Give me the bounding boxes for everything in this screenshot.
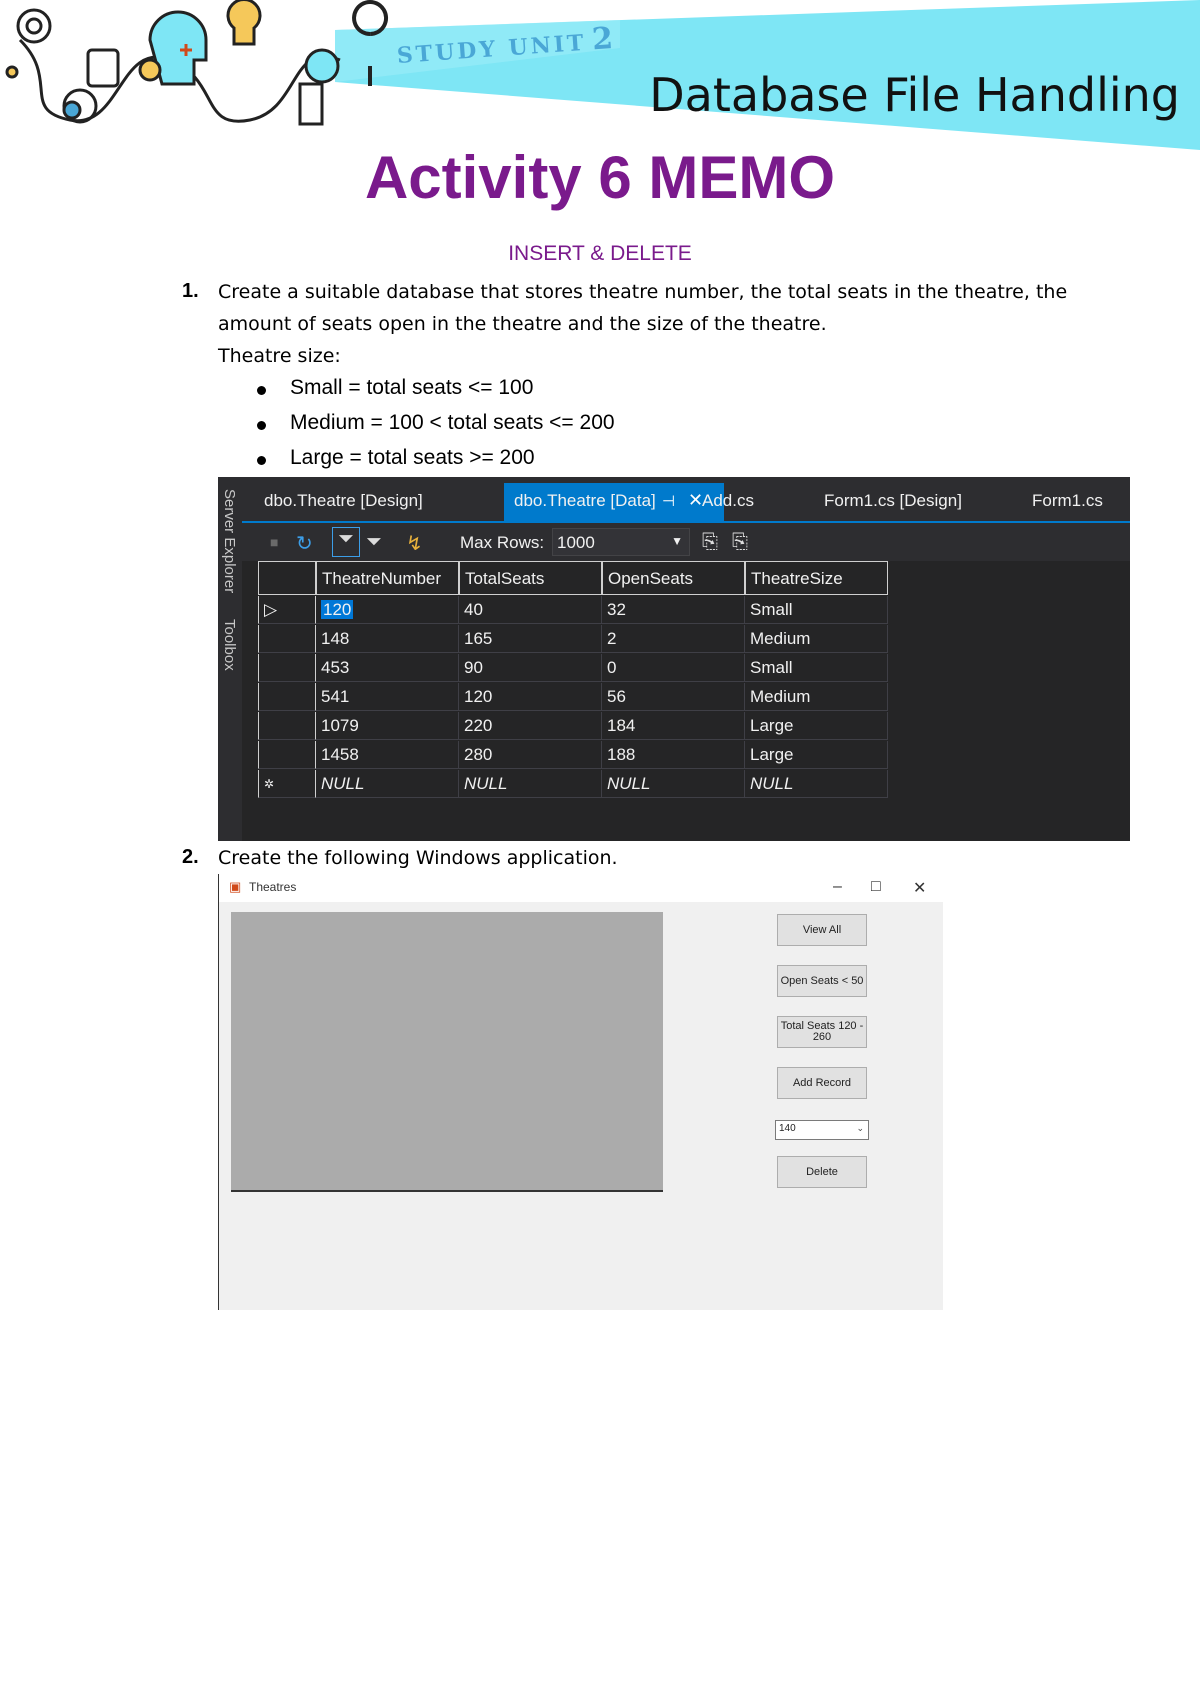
page-subtitle: INSERT & DELETE [508, 242, 692, 265]
study-unit-number: 2 [590, 20, 618, 58]
current-row-icon[interactable]: ▷ [258, 596, 316, 624]
bullet-dot [257, 456, 266, 465]
bullet-dot [257, 421, 266, 430]
banner-title: Database File Handling [649, 68, 1180, 122]
chevron-down-icon: ▼ [671, 534, 683, 548]
table-cell[interactable] [602, 683, 745, 711]
row-header[interactable] [258, 712, 316, 740]
row-header[interactable] [258, 683, 316, 711]
table-cell[interactable] [745, 741, 888, 769]
column-header-openseats[interactable]: OpenSeats [602, 561, 745, 595]
cell-value: 541 [321, 687, 350, 706]
tab-form1-cs[interactable]: Form1.cs [1032, 491, 1103, 510]
cell-value: 40 [464, 600, 483, 619]
script-icon[interactable]: ↯ [406, 533, 423, 555]
row-header[interactable] [258, 625, 316, 653]
cell-value: Medium [750, 687, 811, 706]
table-cell[interactable] [316, 625, 459, 653]
cell-value: Small [750, 658, 793, 677]
editor-tab-bar [242, 477, 1130, 523]
data-toolbar [242, 523, 1130, 561]
table-cell[interactable] [459, 741, 602, 769]
max-rows-label: Max Rows: [460, 533, 545, 552]
total-seats-button[interactable]: Total Seats 120 - 260 [777, 1016, 867, 1048]
table-cell[interactable] [602, 625, 745, 653]
open-seats-button[interactable]: Open Seats < 50 [777, 965, 867, 997]
app-icon: ▣ [229, 879, 242, 894]
toolbox-tab[interactable]: Toolbox [221, 619, 238, 671]
column-header-theatresize[interactable]: TheatreSize [745, 561, 888, 595]
table-cell[interactable] [602, 712, 745, 740]
close-icon[interactable]: ✕ [688, 490, 704, 510]
cell-value: 280 [464, 745, 493, 764]
cell-value: Large [750, 745, 794, 764]
cell-value: NULL [321, 774, 365, 793]
combobox-value: 140 [779, 1123, 796, 1134]
tab-add-cs[interactable]: Add.cs [702, 491, 754, 510]
cell-value: 0 [607, 658, 617, 677]
table-cell[interactable] [745, 770, 888, 798]
table-cell[interactable] [316, 770, 459, 798]
cell-value: 120 [464, 687, 493, 706]
table-cell[interactable] [316, 741, 459, 769]
table-cell[interactable] [745, 654, 888, 682]
bullet-large: Large = total seats >= 200 [290, 446, 535, 469]
table-cell[interactable] [459, 683, 602, 711]
stop-icon[interactable]: ■ [270, 534, 279, 550]
tab-theatre-data[interactable] [504, 483, 724, 521]
table-cell[interactable] [459, 654, 602, 682]
tab-theatre-data-label: dbo.Theatre [Data] [514, 491, 656, 510]
cell-value: 188 [607, 745, 636, 764]
refresh-icon[interactable]: ↻ [296, 533, 313, 555]
window-titlebar [219, 874, 943, 902]
row-header-corner [258, 561, 316, 595]
question-1-number: 1. [182, 280, 199, 302]
chevron-down-icon: ⌄ [856, 1123, 864, 1133]
question-2-line-1: Create the following Windows application. [218, 847, 618, 869]
table-cell[interactable] [745, 683, 888, 711]
filter-icon[interactable]: ⏷ [366, 531, 382, 553]
new-row-icon[interactable]: ✲ [258, 770, 316, 798]
cell-value: 56 [607, 687, 626, 706]
side-panel [218, 477, 242, 841]
tab-form1-design[interactable]: Form1.cs [Design] [824, 491, 962, 510]
close-icon[interactable]: ✕ [913, 880, 927, 897]
cell-value: Medium [750, 629, 811, 648]
cell-value: NULL [464, 774, 508, 793]
cell-value: 1458 [321, 745, 359, 764]
export-icon[interactable]: ⎘ [702, 531, 718, 553]
cell-value: 453 [321, 658, 350, 677]
visual-studio-data-view [218, 477, 1130, 841]
table-cell[interactable] [745, 625, 888, 653]
bullet-small: Small = total seats <= 100 [290, 376, 534, 399]
cell-value: 1079 [321, 716, 359, 735]
maximize-icon[interactable]: □ [871, 878, 881, 895]
column-header-totalseats[interactable]: TotalSeats [459, 561, 602, 595]
table-cell[interactable] [459, 596, 602, 624]
cell-value: 90 [464, 658, 483, 677]
window-title: Theatres [249, 880, 297, 894]
theatre-number-combobox[interactable] [775, 1120, 869, 1140]
row-header[interactable] [258, 741, 316, 769]
question-1-line-3: Theatre size: [218, 345, 341, 367]
table-cell[interactable] [602, 741, 745, 769]
bullet-medium: Medium = 100 < total seats <= 200 [290, 411, 615, 434]
table-cell[interactable] [602, 654, 745, 682]
table-cell[interactable] [459, 712, 602, 740]
import-icon[interactable]: ⎘ [732, 531, 748, 553]
page-title: Activity 6 MEMO [364, 144, 836, 211]
cell-value: 148 [321, 629, 350, 648]
max-rows-value: 1000 [557, 533, 595, 552]
max-rows-select[interactable] [552, 528, 690, 556]
cell-value: 165 [464, 629, 493, 648]
question-2-number: 2. [182, 846, 199, 868]
filter-active-icon[interactable]: ⏷ [332, 527, 360, 557]
minimize-icon[interactable]: – [833, 878, 842, 895]
tab-theatre-design[interactable]: dbo.Theatre [Design] [264, 491, 423, 510]
bullet-dot [257, 386, 266, 395]
cell-value: 32 [607, 600, 626, 619]
table-cell[interactable] [745, 596, 888, 624]
question-1-line-2: amount of seats open in the theatre and the size of the theatre. [218, 313, 827, 335]
pin-icon[interactable]: ⊣ [662, 493, 676, 510]
table-cell[interactable] [459, 625, 602, 653]
table-cell[interactable] [316, 596, 459, 624]
cell-value: 184 [607, 716, 636, 735]
table-cell[interactable] [316, 683, 459, 711]
question-1-line-1: Create a suitable database that stores theatre number, the total seats in the theatre, the [218, 281, 1068, 303]
table-cell[interactable] [602, 596, 745, 624]
table-cell[interactable] [745, 712, 888, 740]
cell-value: 2 [607, 629, 617, 648]
row-header[interactable] [258, 654, 316, 682]
cell-value: NULL [607, 774, 651, 793]
server-explorer-tab[interactable]: Server Explorer [221, 489, 238, 594]
delete-button[interactable]: Delete [777, 1156, 867, 1188]
cell-value: 120 [323, 600, 352, 619]
table-cell[interactable] [602, 770, 745, 798]
cell-value: NULL [750, 774, 794, 793]
table-cell[interactable] [316, 654, 459, 682]
table-cell[interactable] [459, 770, 602, 798]
cell-value: 220 [464, 716, 493, 735]
view-all-button[interactable]: View All [777, 914, 867, 946]
cell-value: Large [750, 716, 794, 735]
cell-value: Small [750, 600, 793, 619]
column-header-theatrenumber[interactable]: TheatreNumber [316, 561, 459, 595]
windows-form-screenshot [218, 874, 943, 1310]
datagridview[interactable] [231, 912, 663, 1192]
study-unit-text: STUDY UNIT [396, 29, 588, 70]
add-record-button[interactable]: Add Record [777, 1067, 867, 1099]
table-cell[interactable] [316, 712, 459, 740]
